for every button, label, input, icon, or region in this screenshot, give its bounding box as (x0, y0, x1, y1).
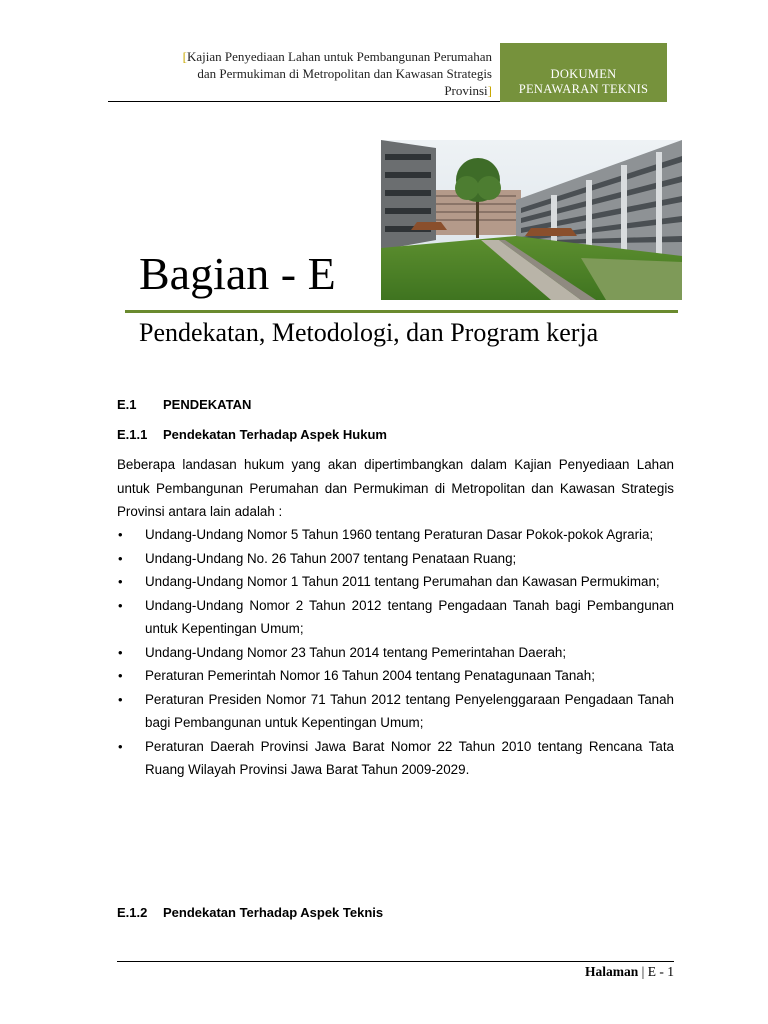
section-number: E.1 (117, 397, 137, 412)
header-title-line1: Kajian Penyediaan Lahan untuk Pembangunan Perumahan (186, 49, 492, 64)
bullet-icon: • (118, 644, 123, 660)
list-item (117, 735, 674, 782)
bullet-icon: • (118, 738, 123, 754)
badge-line2: PENAWARAN TEKNIS (518, 82, 649, 96)
list-item (117, 570, 674, 594)
footer-divider (117, 961, 674, 962)
list-item-text: Undang-Undang Nomor 23 Tahun 2014 tentang Pemerintahan Daerah; (145, 644, 567, 660)
section-number: E.1.2 (117, 905, 148, 920)
header-divider (108, 101, 500, 102)
page-number: E - 1 (647, 964, 674, 979)
section-heading-e1-2 (117, 905, 383, 921)
bracket-open: [ (182, 49, 187, 64)
list-item-text: Peraturan Daerah Provinsi Jawa Barat Nomor 22 Tahun 2010 tentang Rencana Tata Ruang Wilayah Provinsi Jawa Barat Tahun 2009-2029. (145, 738, 674, 777)
page-footer (540, 963, 674, 981)
list-item (117, 547, 674, 571)
intro-paragraph: Beberapa landasan hukum yang akan dipertimbangkan dalam Kajian Penyediaan Lahan untuk Pembangunan Perumahan dan Permukiman di Metropolitan dan Kawasan Strategis Provinsi antara lain adalah : (117, 457, 674, 519)
bracket-close: ] (487, 83, 492, 98)
document-type-badge (500, 43, 667, 102)
list-item (117, 523, 674, 547)
header-title-line2: dan Permukiman di Metropolitan dan Kawasan Strategis (197, 66, 492, 81)
chapter-subtitle: Pendekatan, Metodologi, dan Program kerja (139, 318, 599, 347)
list-item-text: Peraturan Presiden Nomor 71 Tahun 2012 tentang Penyelenggaraan Pengadaan Tanah bagi Pembangunan untuk Kepentingan Umum; (145, 691, 674, 730)
section-title: Pendekatan Terhadap Aspek Hukum (163, 427, 387, 442)
housing-complex-illustration (381, 140, 682, 300)
header-title-line3: Provinsi (444, 83, 488, 98)
bullet-icon: • (118, 527, 123, 542)
section-heading-e1 (117, 397, 251, 413)
list-item (117, 641, 674, 665)
section-number: E.1.1 (117, 427, 148, 442)
section-heading-e1-1 (117, 427, 387, 443)
section-title: PENDEKATAN (163, 397, 252, 412)
legal-basis-list (117, 523, 674, 782)
list-item-text: Undang-Undang Nomor 2 Tahun 2012 tentang Pengadaan Tanah bagi Pembangunan untuk Kepentingan Umum; (145, 597, 674, 636)
list-item-text: Undang-Undang Nomor 1 Tahun 2011 tentang Perumahan dan Kawasan Permukiman; (145, 574, 660, 589)
list-item-text: Peraturan Pemerintah Nomor 16 Tahun 2004 tentang Penatagunaan Tanah; (145, 668, 595, 683)
list-item-text: Undang-Undang No. 26 Tahun 2007 tentang Penataan Ruang; (145, 550, 517, 566)
list-item (117, 688, 674, 735)
document-header-title (120, 48, 492, 99)
bullet-icon: • (118, 668, 123, 683)
bullet-icon: • (118, 550, 123, 566)
badge-line1: DOKUMEN (550, 67, 617, 81)
footer-label: Halaman (585, 964, 639, 979)
section-title: Pendekatan Terhadap Aspek Teknis (163, 905, 384, 920)
housing-complex-photo (381, 140, 682, 300)
list-item-text: Undang-Undang Nomor 5 Tahun 1960 tentang Peraturan Dasar Pokok-pokok Agraria; (145, 527, 654, 542)
bullet-icon: • (118, 691, 123, 707)
list-item (117, 664, 674, 688)
bullet-icon: • (118, 597, 123, 613)
chapter-title: Bagian - E (139, 248, 336, 299)
chapter-divider (125, 310, 678, 313)
bullet-icon: • (118, 574, 123, 589)
list-item (117, 594, 674, 641)
footer-separator: | (641, 964, 645, 979)
